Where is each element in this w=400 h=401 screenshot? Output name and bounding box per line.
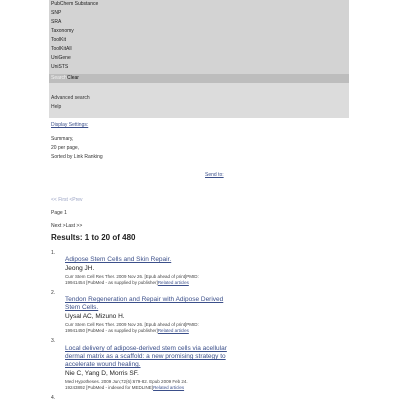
display-settings-link[interactable]: Display Settings:: [51, 122, 89, 128]
citation-text: Curr Stem Cell Res Ther. 2009 Nov 26. [Epub ahead of print]: [65, 274, 187, 279]
database-option[interactable]: UniSTS: [51, 64, 69, 70]
pmid-text: 19243892 [PubMed - indexed for MEDLINE]: [65, 385, 154, 390]
related-articles-link[interactable]: Related articles: [157, 280, 189, 285]
database-option[interactable]: ToolKitAll: [51, 46, 72, 52]
related-articles-link[interactable]: Related articles: [153, 385, 185, 390]
result-citation: [65, 379, 188, 384]
citation-text: Curr Stem Cell Res Ther. 2009 Nov 26. [Epub ahead of print]: [65, 322, 187, 327]
database-option[interactable]: Taxonomy: [51, 28, 74, 34]
results-heading: Results: 1 to 20 of 480: [51, 233, 136, 242]
result-authors: Nie C, Yang D, Morris SF.: [65, 370, 139, 377]
related-articles-link[interactable]: Related articles: [157, 328, 189, 333]
send-to-link[interactable]: Send to:: [205, 172, 224, 178]
search-button[interactable]: Search: [51, 75, 67, 81]
help-link[interactable]: Help: [51, 104, 62, 110]
result-pmid: [65, 328, 189, 333]
database-option[interactable]: ToolKit: [51, 37, 67, 43]
result-number: 4.: [51, 395, 56, 401]
search-links-panel: [49, 83, 349, 118]
result-citation: [65, 274, 199, 279]
result-authors: Jeong JH.: [65, 265, 95, 272]
database-option[interactable]: PubChem Substance: [51, 1, 99, 7]
display-per-page: 20 per page,: [51, 145, 80, 151]
advanced-search-link[interactable]: Advanced search: [51, 95, 90, 101]
database-option[interactable]: SNP: [51, 10, 62, 16]
pmid-text: 19941450 [PubMed - as supplied by publisher]: [65, 328, 158, 333]
database-list: [49, 0, 349, 74]
pager-next-last[interactable]: Next >Last >>: [51, 223, 83, 229]
display-sort: Sorted by Link Ranking: [51, 154, 103, 160]
result-pmid: [65, 385, 184, 390]
result-number: 1.: [51, 250, 56, 256]
pmid-tag: PMID:: [186, 322, 199, 327]
clear-button[interactable]: Clear: [67, 75, 79, 81]
result-title-link[interactable]: Tendon Regeneration and Repair with Adipose Derived Stem Cells.: [65, 296, 224, 311]
database-option[interactable]: SRA: [51, 19, 62, 25]
pmid-text: 19941454 [PubMed - as supplied by publisher]: [65, 280, 158, 285]
database-option[interactable]: UniGene: [51, 55, 71, 61]
page-indicator: Page 1: [51, 210, 67, 216]
result-title-link[interactable]: Adipose Stem Cells and Skin Repair.: [65, 256, 172, 263]
result-pmid: [65, 280, 189, 285]
search-action-bar: [49, 74, 349, 83]
display-format: Summary,: [51, 136, 74, 142]
pmid-tag: PMID:: [186, 274, 199, 279]
citation-text: Med Hypotheses. 2009 Jun;72(6):679-82. Epub 2009 Feb 24.: [65, 379, 188, 384]
result-title-link[interactable]: Local delivery of adipose-derived stem cells via acellular dermal matrix as a scaffold: a new promising strategy to accelerate wound healing.: [65, 345, 227, 368]
result-number: 3.: [51, 338, 56, 344]
result-number: 2.: [51, 290, 56, 296]
result-citation: [65, 322, 199, 327]
pager-first-prev[interactable]: << First <Prev: [51, 197, 83, 203]
result-authors: Uysal AC, Mizuno H.: [65, 313, 125, 320]
